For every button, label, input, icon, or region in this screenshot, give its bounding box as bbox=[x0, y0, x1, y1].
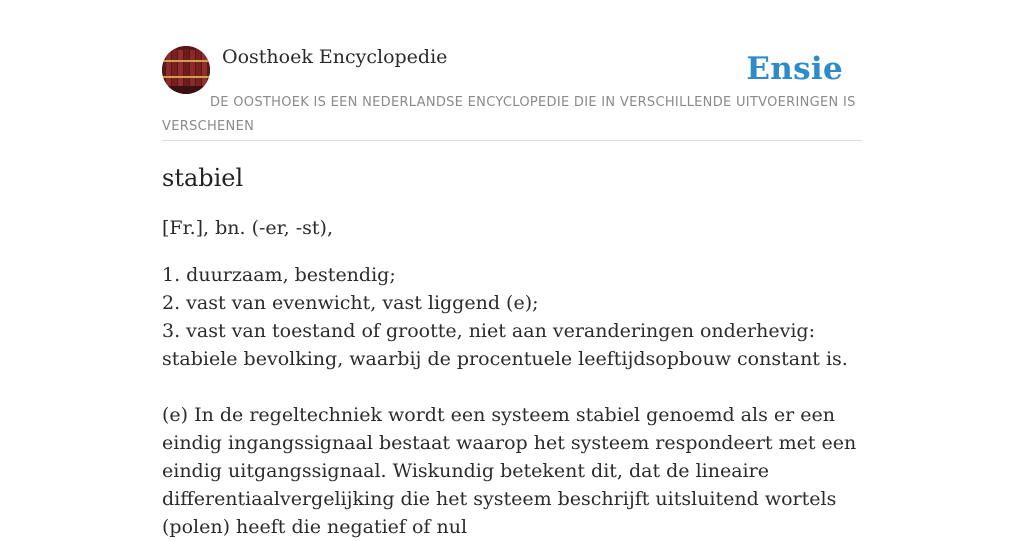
site-tagline: DE OOSTHOEK IS EEN NEDERLANDSE ENCYCLOPEDIE DIE IN VERSCHILLENDE UITVOERINGEN IS VERSCHENEN bbox=[162, 95, 856, 134]
entry-content bbox=[162, 160, 862, 541]
site-name[interactable]: Oosthoek Encyclopedie bbox=[222, 46, 448, 68]
entry-note: (e) In de regeltechniek wordt een systeem stabiel genoemd als er een eindig ingangssignaal bestaat waarop het systeem respondeert met een eindig uitgangssignaal. Wiskundig betekent dit, dat de lineaire differentiaalvergelijking die het systeem beschrijft uitsluitend wortels (polen) heeft die negatief of nul bbox=[162, 404, 857, 538]
definition-item: 1. duurzaam, bestendig; bbox=[162, 264, 396, 286]
books-icon bbox=[162, 46, 210, 94]
brand-logo[interactable]: Ensie bbox=[746, 51, 843, 87]
site-header bbox=[162, 46, 862, 141]
encyclopedia-books-avatar[interactable] bbox=[162, 46, 210, 94]
definition-item: 2. vast van evenwicht, vast liggend (e); bbox=[162, 292, 539, 314]
entry-title: stabiel bbox=[162, 164, 244, 192]
definition-list bbox=[162, 261, 862, 373]
entry-grammar: [Fr.], bn. (-er, -st), bbox=[162, 217, 334, 239]
definition-item: 3. vast van toestand of grootte, niet aan veranderingen onderhevig: stabiele bevolking, waarbij de procentuele leeftijdsopbouw constant is. bbox=[162, 320, 848, 370]
